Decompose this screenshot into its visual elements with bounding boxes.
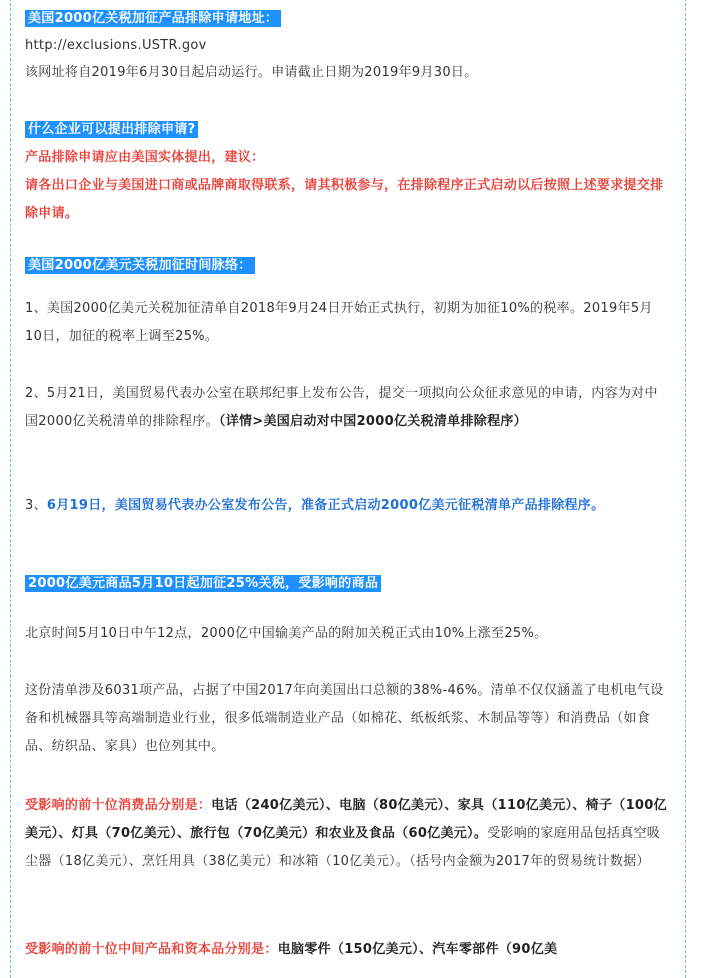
capital-goods-label: 受影响的前十位中间产品和资本品分别是： (25, 942, 278, 957)
exclusion-url-link[interactable]: http://exclusions.USTR.gov (25, 38, 207, 53)
who-heading: 什么企业可以提出排除申请? (25, 121, 198, 138)
timeline-item-2-text: 2、5月21日，美国贸易代表办公室在联邦纪事上发布公告，提交一项拟向公众征求意见的申请，内容为对中国2000亿关税清单的排除程序。 (25, 386, 658, 429)
who-line1: 产品排除申请应由美国实体提出，建议： (25, 150, 265, 165)
capital-goods-items: 电脑零件（150亿美元）、汽车零部件（90亿美 (277, 942, 558, 957)
consumer-goods-para (25, 792, 669, 876)
goods-para-1: 北京时间5月10日中午12点，2000亿中国输美产品的附加关税正式由10%上涨至25%。 (25, 626, 548, 641)
who-line2: 请各出口企业与美国进口商或品牌商取得联系，请其积极参与，在排除程序正式启动以后按照上述要求提交排除申请。 (25, 178, 664, 221)
timeline-item-2 (25, 380, 669, 436)
goods-heading: 2000亿美元商品5月10日起加征25%关税，受影响的商品 (25, 575, 381, 592)
goods-para-2: 这份清单涉及6031项产品，占据了中国2017年向美国出口总额的38%-46%。清单不仅仅涵盖了电机电气设备和机械器具等高端制造业行业，很多低端制造业产品（如棉花、纸板纸浆、木制品等等）和消费品（如食品、纺织品、家具）也位列其中。 (25, 683, 664, 754)
who-heading-block (25, 116, 669, 144)
timeline-item-3-text: 6月19日，美国贸易代表办公室发布公告，准备正式启动2000亿美元征税清单产品排除程序。 (46, 498, 605, 513)
address-heading-block (25, 5, 669, 33)
timeline-item-3 (25, 492, 669, 520)
timeline-item-1: 1、美国2000亿美元关税加征清单自2018年9月24日开始正式执行，初期为加征10%的税率。2019年5月10日，加征的税率上调至25%。 (25, 301, 653, 344)
timeline-item-2-link[interactable]: （详情>美国启动对中国2000亿关税清单排除程序） (218, 414, 527, 429)
address-note: 该网址将自2019年6月30日起启动运行。申请截止日期为2019年9月30日。 (25, 65, 478, 80)
consumer-goods-rest: 受影响的家庭用品包括真空吸尘器（18亿美元）、烹饪用具（38亿美元）和冰箱（10亿美元）。（括号内金额为2017年的贸易统计数据） (25, 826, 661, 869)
address-note-block (25, 59, 669, 87)
exclusion-url-block (25, 32, 669, 60)
consumer-goods-label: 受影响的前十位消费品分别是： (25, 798, 212, 813)
timeline-heading-block (25, 252, 669, 280)
timeline-item-3-prefix: 3、 (25, 498, 47, 513)
capital-goods-para (25, 936, 669, 964)
consumer-goods-items: 电话（240亿美元）、电脑（80亿美元）、家具（110亿美元）、椅子（100亿美元）、灯具（70亿美元）、旅行包（70亿美元）和农业及食品（60亿美元）。 (25, 798, 667, 841)
address-heading: 美国2000亿关税加征产品排除申请地址： (25, 10, 281, 27)
timeline-heading: 美国2000亿美元关税加征时间脉络： (25, 257, 255, 274)
goods-heading-block (25, 570, 669, 598)
